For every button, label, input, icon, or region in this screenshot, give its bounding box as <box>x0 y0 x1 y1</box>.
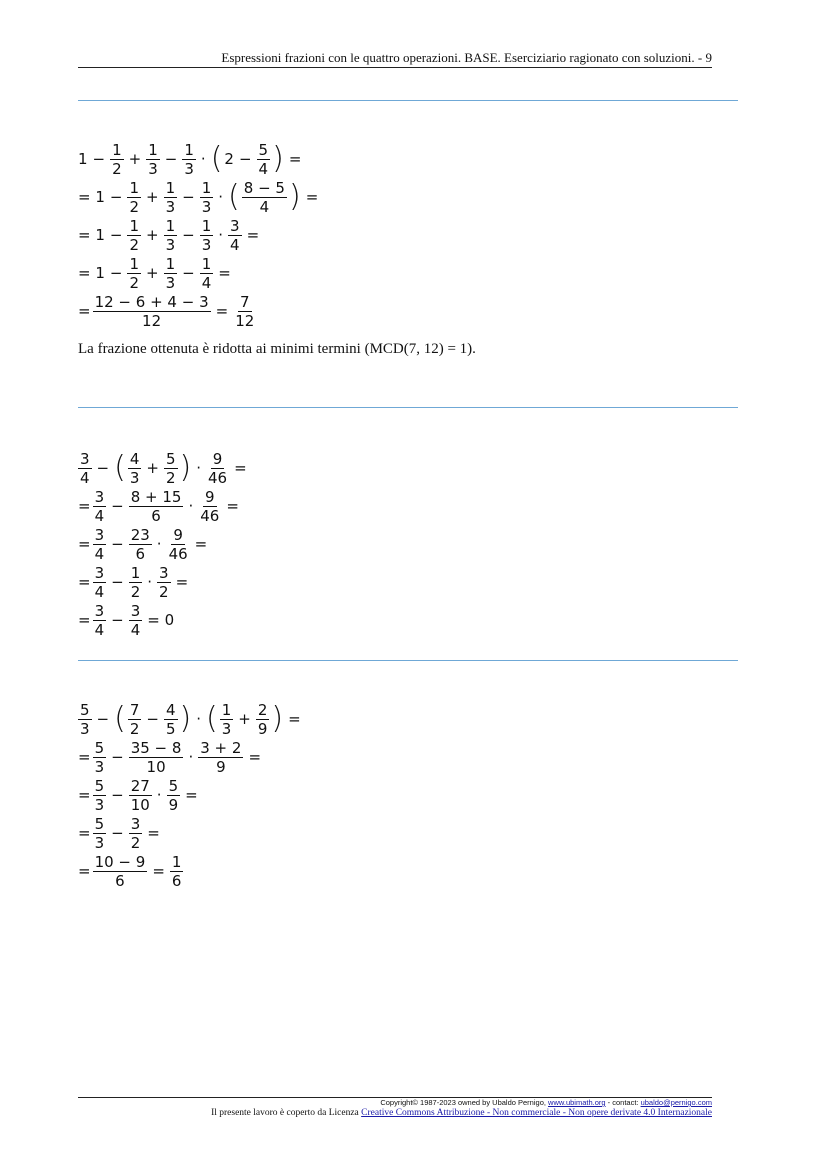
operator: · <box>218 188 224 206</box>
fraction <box>128 702 142 737</box>
ex2-line-2 <box>78 487 252 525</box>
denominator: 3 <box>201 197 212 216</box>
paren-open: ( <box>228 179 240 214</box>
denominator: 4 <box>230 235 240 254</box>
fraction <box>256 702 270 737</box>
fraction <box>164 180 178 215</box>
ex1-line-3 <box>78 216 323 254</box>
exercise-2 <box>78 449 252 639</box>
ex1-line-2 <box>78 178 323 216</box>
operator: · <box>147 573 153 591</box>
numerator: 8 − 5 <box>243 178 285 197</box>
numerator: 1 <box>165 178 176 197</box>
copyright-line <box>78 1098 712 1108</box>
denominator: 4 <box>94 620 105 639</box>
fraction <box>157 565 171 600</box>
denominator: 9 <box>168 795 179 814</box>
fraction <box>164 218 178 253</box>
denominator: 3 <box>80 719 90 738</box>
license-link[interactable]: Creative Commons Attribuzione - Non commerciale - Non opere derivate 4.0 Internazionale <box>361 1108 712 1118</box>
operator: = <box>288 710 301 728</box>
fraction <box>127 218 141 253</box>
denominator: 3 <box>94 833 105 852</box>
operator: − <box>109 188 123 206</box>
denominator: 4 <box>259 197 270 216</box>
exercise-3 <box>78 700 306 890</box>
denominator: 2 <box>112 159 122 178</box>
denominator: 4 <box>258 159 269 178</box>
operator: · <box>200 150 206 168</box>
numerator: 1 <box>129 254 140 273</box>
fraction <box>167 778 181 813</box>
denominator: 4 <box>201 273 212 292</box>
paren-close: ) <box>272 141 284 176</box>
numerator: 1 <box>171 852 182 871</box>
denominator: 12 <box>142 311 162 330</box>
numerator: 1 <box>201 216 212 235</box>
paren-open: ( <box>114 450 126 485</box>
denominator: 9 <box>216 757 226 776</box>
fraction <box>200 218 214 253</box>
operator: − <box>92 150 106 168</box>
numerator: 3 <box>159 563 169 582</box>
denominator: 10 <box>130 795 150 814</box>
operator: − <box>111 824 124 842</box>
operator: − <box>96 459 110 477</box>
term: 1 <box>78 150 88 168</box>
fraction <box>78 451 92 486</box>
fraction <box>110 142 124 177</box>
numerator: 3 <box>130 814 141 833</box>
paren-open: ( <box>114 701 126 736</box>
operator: = <box>226 497 239 515</box>
numerator: 1 <box>165 254 176 273</box>
operator: − <box>109 226 123 244</box>
term: = <box>78 302 91 320</box>
operator: · <box>156 535 162 553</box>
denominator: 2 <box>159 582 169 601</box>
numerator: 1 <box>130 563 141 582</box>
denominator: 3 <box>148 159 158 178</box>
denominator: 4 <box>94 544 105 563</box>
copyright-text: Copyright© 1987-2023 owned by Ubaldo Pernigo, <box>380 1098 549 1107</box>
numerator: 1 <box>201 178 212 197</box>
fraction <box>129 603 143 638</box>
denominator: 3 <box>201 235 212 254</box>
separator-2 <box>78 407 738 408</box>
ex2-line-4 <box>78 563 252 601</box>
denominator: 9 <box>257 719 268 738</box>
numerator: 2 <box>257 700 268 719</box>
operator: = <box>234 459 247 477</box>
denominator: 4 <box>130 620 141 639</box>
operator: − <box>182 188 195 206</box>
fraction <box>146 142 160 177</box>
ex2-line-1 <box>78 449 252 487</box>
operator: − <box>111 786 124 804</box>
operator: = <box>185 786 198 804</box>
fraction <box>164 451 178 486</box>
operator: − <box>111 573 124 591</box>
numerator: 1 <box>129 178 140 197</box>
fraction <box>170 854 184 889</box>
denominator: 4 <box>94 582 105 601</box>
denominator: 46 <box>208 468 228 487</box>
fraction <box>200 256 214 291</box>
page-header <box>78 50 712 68</box>
operator: − <box>111 535 124 553</box>
term: = 1 <box>78 188 105 206</box>
term: 2 <box>224 150 234 168</box>
term: = <box>78 786 91 804</box>
fraction <box>200 180 214 215</box>
denominator: 2 <box>129 235 140 254</box>
numerator: 3 <box>94 601 105 620</box>
license-line <box>78 1108 712 1119</box>
operator: − <box>164 150 178 168</box>
fraction <box>129 816 143 851</box>
operator: = <box>175 573 189 591</box>
ex3-line-2 <box>78 738 306 776</box>
operator: = <box>288 150 302 168</box>
denominator: 6 <box>171 871 182 890</box>
numerator: 9 <box>212 449 223 468</box>
fraction <box>93 854 148 889</box>
paren-open: ( <box>210 141 223 176</box>
fraction <box>167 527 190 562</box>
ex1-note: La frazione ottenuta è ridotta ai minimi termini (MCD(7, 12) = 1). <box>78 341 476 357</box>
numerator: 1 <box>148 140 158 159</box>
fraction <box>93 294 211 329</box>
numerator: 5 <box>94 776 105 795</box>
denominator: 6 <box>151 506 161 525</box>
operator: − <box>146 710 159 728</box>
fraction <box>242 180 287 215</box>
operator: = <box>194 535 208 553</box>
numerator: 3 <box>94 525 105 544</box>
ex3-line-4 <box>78 814 306 852</box>
operator: − <box>111 748 124 766</box>
numerator: 27 <box>130 776 150 795</box>
email-link[interactable]: ubaldo@pernigo.com <box>640 1098 712 1107</box>
header-title: Espressioni frazioni con le quattro operazioni. BASE. Eserciziario ragionato con soluzioni. - 9 <box>221 50 712 65</box>
denominator: 10 <box>146 757 166 776</box>
paren-close: ) <box>288 179 301 214</box>
term: = <box>78 573 91 591</box>
separator-1 <box>78 100 738 101</box>
fraction <box>228 218 242 253</box>
operator: + <box>146 188 159 206</box>
denominator: 5 <box>165 719 176 738</box>
numerator: 3 <box>94 487 105 506</box>
numerator: 5 <box>258 140 269 159</box>
paren-open: ( <box>206 701 218 736</box>
denominator: 12 <box>235 311 255 330</box>
ex1-line-4 <box>78 254 323 292</box>
page-footer <box>78 1097 712 1119</box>
operator: + <box>146 459 159 477</box>
ex3-line-1 <box>78 700 306 738</box>
numerator: 1 <box>129 216 140 235</box>
term: = <box>78 824 91 842</box>
denominator: 3 <box>94 795 105 814</box>
denominator: 4 <box>94 506 105 525</box>
operator: − <box>109 264 123 282</box>
operator: · <box>196 710 202 728</box>
fraction <box>129 778 152 813</box>
denominator: 3 <box>129 468 140 487</box>
numerator: 3 <box>94 563 105 582</box>
contact-label: - contact: <box>605 1098 641 1107</box>
fraction <box>233 294 256 329</box>
denominator: 2 <box>130 833 141 852</box>
operator: − <box>111 611 124 629</box>
numerator: 12 − 6 + 4 − 3 <box>94 292 209 311</box>
ex1-line-5 <box>78 292 323 330</box>
fraction <box>206 451 229 486</box>
numerator: 3 + 2 <box>200 738 242 757</box>
fraction <box>198 740 243 775</box>
denominator: 3 <box>165 273 176 292</box>
numerator: 35 − 8 <box>130 738 182 757</box>
denominator: 4 <box>80 468 90 487</box>
fraction <box>198 489 221 524</box>
operator: − <box>182 226 195 244</box>
numerator: 8 + 15 <box>130 487 182 506</box>
fraction <box>93 527 107 562</box>
paren-close: ) <box>179 450 192 485</box>
fraction <box>129 489 184 524</box>
fraction <box>127 180 141 215</box>
denominator: 3 <box>94 757 105 776</box>
denominator: 46 <box>168 544 188 563</box>
ex3-line-5 <box>78 852 306 890</box>
operator: + <box>146 226 159 244</box>
numerator: 1 <box>112 140 122 159</box>
denominator: 3 <box>184 159 194 178</box>
operator: = <box>218 264 231 282</box>
term: = 1 <box>78 264 105 282</box>
term: = <box>78 535 91 553</box>
operator: · <box>188 748 194 766</box>
numerator: 1 <box>165 216 176 235</box>
ex3-line-3 <box>78 776 306 814</box>
operator: − <box>96 710 110 728</box>
operator: = <box>152 862 165 880</box>
ex2-line-5 <box>78 601 252 639</box>
numerator: 23 <box>130 525 150 544</box>
term: = <box>78 611 91 629</box>
numerator: 1 <box>221 700 232 719</box>
numerator: 4 <box>165 700 176 719</box>
ex1-line-1 <box>78 140 323 178</box>
fraction <box>220 702 234 737</box>
fraction <box>129 740 184 775</box>
numerator: 10 − 9 <box>94 852 146 871</box>
term: = <box>78 748 91 766</box>
exercise-1 <box>78 140 323 330</box>
fraction <box>93 565 107 600</box>
denominator: 2 <box>165 468 176 487</box>
operator: · <box>196 459 202 477</box>
fraction <box>164 702 178 737</box>
operator: = <box>248 748 262 766</box>
denominator: 2 <box>129 197 140 216</box>
fraction <box>128 451 142 486</box>
paren-close: ) <box>179 701 192 736</box>
numerator: 7 <box>129 700 140 719</box>
fraction <box>93 778 107 813</box>
fraction <box>93 489 107 524</box>
denominator: 2 <box>129 719 140 738</box>
numerator: 5 <box>80 700 90 719</box>
operator: + <box>128 150 142 168</box>
numerator: 5 <box>94 814 105 833</box>
operator: · <box>218 226 224 244</box>
operator: + <box>146 264 159 282</box>
operator: = <box>147 824 160 842</box>
term: = <box>78 862 91 880</box>
denominator: 3 <box>165 235 176 254</box>
numerator: 3 <box>80 449 90 468</box>
numerator: 1 <box>184 140 194 159</box>
fraction <box>257 142 271 177</box>
fraction <box>129 565 143 600</box>
numerator: 5 <box>94 738 105 757</box>
numerator: 7 <box>239 292 250 311</box>
operator: = <box>215 302 229 320</box>
numerator: 9 <box>173 525 183 544</box>
term: = 1 <box>78 226 105 244</box>
separator-3 <box>78 660 738 661</box>
numerator: 5 <box>168 776 179 795</box>
operator: · <box>156 786 162 804</box>
fraction <box>182 142 196 177</box>
operator: + <box>238 710 251 728</box>
denominator: 6 <box>115 871 125 890</box>
denominator: 3 <box>221 719 232 738</box>
term: = <box>78 497 91 515</box>
ex2-line-3 <box>78 525 252 563</box>
denominator: 46 <box>200 506 220 525</box>
fraction <box>129 527 152 562</box>
denominator: 2 <box>130 582 141 601</box>
numerator: 1 <box>201 254 212 273</box>
numerator: 3 <box>230 216 240 235</box>
license-text: Il presente lavoro è coperto da Licenza <box>211 1108 362 1118</box>
operator: − <box>111 497 124 515</box>
operator: = <box>305 188 319 206</box>
operator: − <box>238 150 252 168</box>
numerator: 3 <box>130 601 141 620</box>
denominator: 6 <box>135 544 146 563</box>
fraction <box>164 256 178 291</box>
denominator: 3 <box>165 197 176 216</box>
operator: = <box>246 226 260 244</box>
fraction <box>93 816 107 851</box>
numerator: 9 <box>205 487 215 506</box>
denominator: 2 <box>129 273 140 292</box>
site-link[interactable]: www.ubimath.org <box>548 1098 606 1107</box>
result: = 0 <box>147 611 175 629</box>
fraction <box>78 702 92 737</box>
operator: − <box>182 264 195 282</box>
fraction <box>93 603 107 638</box>
fraction <box>127 256 141 291</box>
operator: · <box>188 497 194 515</box>
paren-close: ) <box>271 701 284 736</box>
fraction <box>93 740 107 775</box>
numerator: 5 <box>165 449 176 468</box>
numerator: 4 <box>129 449 140 468</box>
